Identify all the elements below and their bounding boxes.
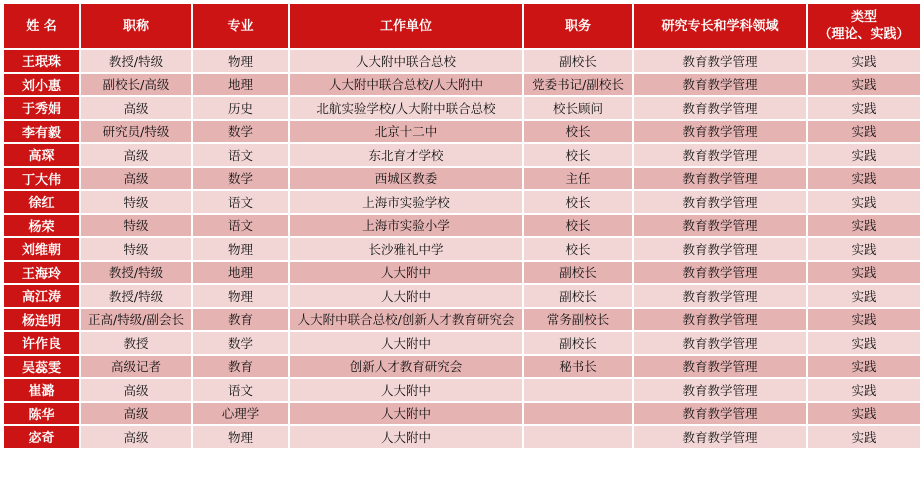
cell-expertise: 教育教学管理 bbox=[634, 309, 806, 331]
cell-major: 物理 bbox=[193, 50, 288, 72]
cell-position: 校长 bbox=[524, 121, 632, 143]
cell-major: 物理 bbox=[193, 285, 288, 307]
cell-expertise: 教育教学管理 bbox=[634, 168, 806, 190]
cell-major: 数学 bbox=[193, 168, 288, 190]
cell-title: 教授/特级 bbox=[81, 50, 191, 72]
header-name: 姓 名 bbox=[4, 4, 79, 48]
cell-type: 实践 bbox=[808, 262, 920, 284]
cell-major: 物理 bbox=[193, 426, 288, 448]
cell-workplace: 创新人才教育研究会 bbox=[290, 356, 522, 378]
cell-position: 校长 bbox=[524, 144, 632, 166]
cell-position bbox=[524, 379, 632, 401]
cell-expertise: 教育教学管理 bbox=[634, 238, 806, 260]
cell-title: 高级 bbox=[81, 426, 191, 448]
cell-name: 宓奇 bbox=[4, 426, 79, 448]
cell-type: 实践 bbox=[808, 168, 920, 190]
cell-major: 语文 bbox=[193, 379, 288, 401]
cell-major: 地理 bbox=[193, 262, 288, 284]
cell-title: 正高/特级/副会长 bbox=[81, 309, 191, 331]
cell-workplace: 人大附中 bbox=[290, 262, 522, 284]
cell-name: 杨荣 bbox=[4, 215, 79, 237]
cell-major: 数学 bbox=[193, 121, 288, 143]
cell-position: 主任 bbox=[524, 168, 632, 190]
cell-type: 实践 bbox=[808, 403, 920, 425]
cell-name: 陈华 bbox=[4, 403, 79, 425]
table-row bbox=[4, 403, 920, 425]
table-row bbox=[4, 356, 920, 378]
cell-major: 地理 bbox=[193, 74, 288, 96]
cell-workplace: 人大附中 bbox=[290, 379, 522, 401]
cell-workplace: 长沙雅礼中学 bbox=[290, 238, 522, 260]
cell-type: 实践 bbox=[808, 238, 920, 260]
cell-workplace: 人大附中联合总校 bbox=[290, 50, 522, 72]
cell-title: 特级 bbox=[81, 215, 191, 237]
cell-workplace: 西城区教委 bbox=[290, 168, 522, 190]
cell-major: 物理 bbox=[193, 238, 288, 260]
cell-workplace: 人大附中 bbox=[290, 332, 522, 354]
cell-name: 王海玲 bbox=[4, 262, 79, 284]
expert-table bbox=[2, 2, 922, 450]
cell-major: 数学 bbox=[193, 332, 288, 354]
cell-position: 副校长 bbox=[524, 285, 632, 307]
cell-title: 教授 bbox=[81, 332, 191, 354]
cell-workplace: 人大附中联合总校/创新人才教育研究会 bbox=[290, 309, 522, 331]
table-row bbox=[4, 144, 920, 166]
cell-type: 实践 bbox=[808, 74, 920, 96]
cell-position: 常务副校长 bbox=[524, 309, 632, 331]
cell-expertise: 教育教学管理 bbox=[634, 356, 806, 378]
cell-title: 特级 bbox=[81, 238, 191, 260]
cell-type: 实践 bbox=[808, 191, 920, 213]
cell-type: 实践 bbox=[808, 356, 920, 378]
cell-expertise: 教育教学管理 bbox=[634, 379, 806, 401]
cell-name: 许作良 bbox=[4, 332, 79, 354]
cell-name: 刘维朝 bbox=[4, 238, 79, 260]
cell-type: 实践 bbox=[808, 379, 920, 401]
cell-position: 副校长 bbox=[524, 262, 632, 284]
table-row bbox=[4, 285, 920, 307]
cell-major: 教育 bbox=[193, 309, 288, 331]
cell-expertise: 教育教学管理 bbox=[634, 262, 806, 284]
cell-type: 实践 bbox=[808, 426, 920, 448]
header-position: 职务 bbox=[524, 4, 632, 48]
header-type-text: 类型 （理论、实践） bbox=[818, 10, 910, 42]
cell-workplace: 北京十二中 bbox=[290, 121, 522, 143]
table-row bbox=[4, 309, 920, 331]
cell-position: 校长 bbox=[524, 238, 632, 260]
table-row bbox=[4, 50, 920, 72]
cell-name: 刘小惠 bbox=[4, 74, 79, 96]
table-row bbox=[4, 74, 920, 96]
cell-expertise: 教育教学管理 bbox=[634, 285, 806, 307]
cell-expertise: 教育教学管理 bbox=[634, 403, 806, 425]
table-row bbox=[4, 332, 920, 354]
cell-expertise: 教育教学管理 bbox=[634, 50, 806, 72]
cell-title: 高级 bbox=[81, 403, 191, 425]
cell-name: 吴蕊雯 bbox=[4, 356, 79, 378]
cell-position bbox=[524, 403, 632, 425]
cell-type: 实践 bbox=[808, 121, 920, 143]
cell-major: 语文 bbox=[193, 144, 288, 166]
cell-workplace: 上海市实验小学 bbox=[290, 215, 522, 237]
cell-position bbox=[524, 426, 632, 448]
table-row bbox=[4, 215, 920, 237]
cell-expertise: 教育教学管理 bbox=[634, 332, 806, 354]
cell-position: 校长 bbox=[524, 215, 632, 237]
cell-major: 语文 bbox=[193, 215, 288, 237]
cell-position: 副校长 bbox=[524, 50, 632, 72]
cell-expertise: 教育教学管理 bbox=[634, 74, 806, 96]
cell-title: 高级 bbox=[81, 144, 191, 166]
cell-workplace: 上海市实验学校 bbox=[290, 191, 522, 213]
cell-title: 教授/特级 bbox=[81, 262, 191, 284]
cell-title: 高级 bbox=[81, 168, 191, 190]
cell-expertise: 教育教学管理 bbox=[634, 215, 806, 237]
table-row bbox=[4, 238, 920, 260]
cell-workplace: 东北育才学校 bbox=[290, 144, 522, 166]
header-title: 职称 bbox=[81, 4, 191, 48]
table-row bbox=[4, 121, 920, 143]
cell-name: 丁大伟 bbox=[4, 168, 79, 190]
cell-workplace: 人大附中 bbox=[290, 285, 522, 307]
cell-major: 教育 bbox=[193, 356, 288, 378]
table-row bbox=[4, 168, 920, 190]
cell-workplace: 人大附中 bbox=[290, 403, 522, 425]
cell-expertise: 教育教学管理 bbox=[634, 121, 806, 143]
header-workplace: 工作单位 bbox=[290, 4, 522, 48]
cell-workplace: 北航实验学校/人大附中联合总校 bbox=[290, 97, 522, 119]
cell-title: 副校长/高级 bbox=[81, 74, 191, 96]
cell-name: 李有毅 bbox=[4, 121, 79, 143]
cell-workplace: 人大附中联合总校/人大附中 bbox=[290, 74, 522, 96]
cell-type: 实践 bbox=[808, 309, 920, 331]
table-row bbox=[4, 426, 920, 448]
cell-major: 心理学 bbox=[193, 403, 288, 425]
cell-position: 校长 bbox=[524, 191, 632, 213]
cell-position: 秘书长 bbox=[524, 356, 632, 378]
cell-position: 校长顾问 bbox=[524, 97, 632, 119]
header-major: 专业 bbox=[193, 4, 288, 48]
table-row bbox=[4, 97, 920, 119]
cell-expertise: 教育教学管理 bbox=[634, 144, 806, 166]
cell-expertise: 教育教学管理 bbox=[634, 191, 806, 213]
cell-title: 高级 bbox=[81, 379, 191, 401]
cell-type: 实践 bbox=[808, 285, 920, 307]
table-body bbox=[4, 50, 920, 448]
cell-type: 实践 bbox=[808, 97, 920, 119]
table-row bbox=[4, 262, 920, 284]
cell-title: 高级记者 bbox=[81, 356, 191, 378]
cell-name: 于秀娟 bbox=[4, 97, 79, 119]
header-type bbox=[808, 4, 920, 48]
cell-position: 副校长 bbox=[524, 332, 632, 354]
table-row bbox=[4, 379, 920, 401]
cell-name: 崔潞 bbox=[4, 379, 79, 401]
cell-type: 实践 bbox=[808, 144, 920, 166]
cell-expertise: 教育教学管理 bbox=[634, 426, 806, 448]
expert-table-container bbox=[2, 2, 920, 450]
cell-major: 语文 bbox=[193, 191, 288, 213]
table-row bbox=[4, 191, 920, 213]
cell-name: 王珉珠 bbox=[4, 50, 79, 72]
header-expertise: 研究专长和学科领域 bbox=[634, 4, 806, 48]
cell-name: 徐红 bbox=[4, 191, 79, 213]
cell-type: 实践 bbox=[808, 215, 920, 237]
cell-workplace: 人大附中 bbox=[290, 426, 522, 448]
cell-name: 高琛 bbox=[4, 144, 79, 166]
cell-major: 历史 bbox=[193, 97, 288, 119]
cell-title: 研究员/特级 bbox=[81, 121, 191, 143]
header-row bbox=[4, 4, 920, 48]
cell-name: 杨连明 bbox=[4, 309, 79, 331]
cell-expertise: 教育教学管理 bbox=[634, 97, 806, 119]
cell-title: 教授/特级 bbox=[81, 285, 191, 307]
cell-title: 特级 bbox=[81, 191, 191, 213]
cell-position: 党委书记/副校长 bbox=[524, 74, 632, 96]
cell-type: 实践 bbox=[808, 50, 920, 72]
cell-title: 高级 bbox=[81, 97, 191, 119]
cell-type: 实践 bbox=[808, 332, 920, 354]
cell-name: 高江涛 bbox=[4, 285, 79, 307]
